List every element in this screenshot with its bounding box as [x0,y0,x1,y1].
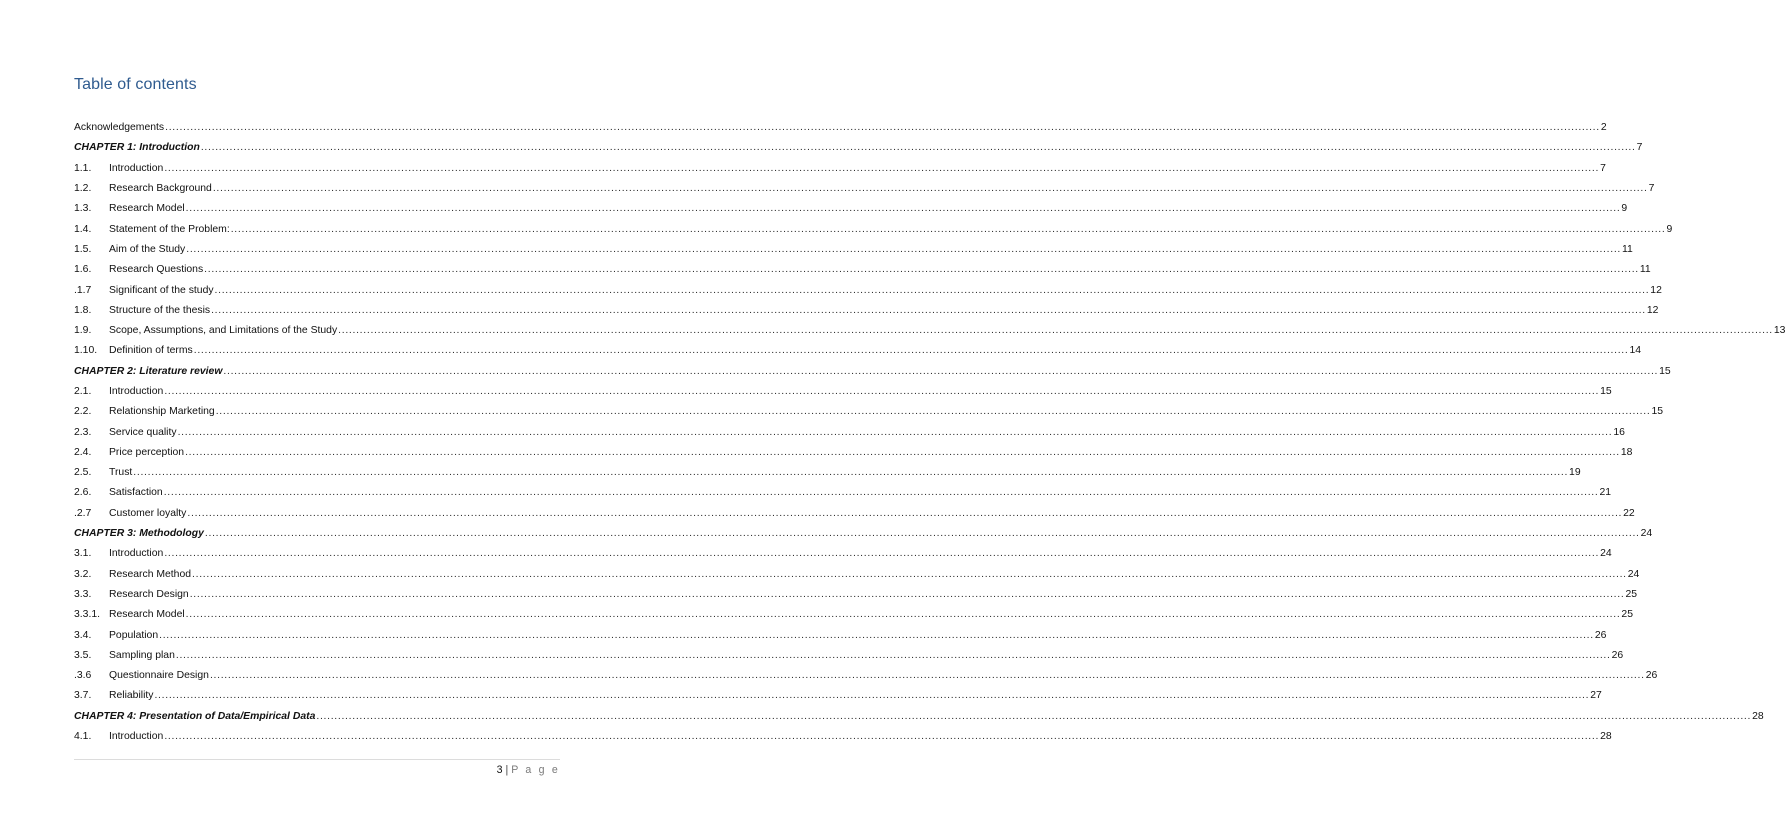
toc-entry-label: Questionnaire Design [109,670,209,682]
toc-entry-label: Introduction [109,548,164,560]
toc-entry[interactable] [74,544,1612,564]
toc-dot-leader: ................................................................................................................................................................................................................................................................................................................................................................................................................ [159,629,1594,641]
toc-dot-leader: ................................................................................................................................................................................................................................................................................................................................................................................................................ [204,528,1640,540]
toc-entry-number: 1.10. [74,345,98,357]
toc-dot-leader: ................................................................................................................................................................................................................................................................................................................................................................................................................ [189,588,1625,600]
toc-dot-leader: ................................................................................................................................................................................................................................................................................................................................................................................................................ [215,406,1651,418]
toc-entry-label: Structure of the thesis [109,304,211,316]
toc-dot-leader: ................................................................................................................................................................................................................................................................................................................................................................................................................ [185,446,1620,458]
toc-dot-leader: ................................................................................................................................................................................................................................................................................................................................................................................................................ [230,223,1666,235]
toc-dot-leader: ................................................................................................................................................................................................................................................................................................................................................................................................................ [133,467,1569,479]
toc-entry-page: 28 [1600,731,1612,743]
toc-entry-number: 1.8. [74,304,92,316]
toc-entry-page: 15 [1600,386,1612,397]
footer-page-number: 3 [496,764,503,776]
toc-dot-leader: ................................................................................................................................................................................................................................................................................................................................................................................................................ [164,162,1600,174]
toc-entry-label: Trust [109,467,133,479]
toc-entry-number: 2.5. [74,467,92,479]
toc-entry[interactable] [74,605,1633,625]
toc-entry[interactable] [74,341,1642,361]
toc-entry-page: 11 [1622,243,1633,255]
toc-entry-page: 9 [1666,223,1673,235]
toc-entry-page: 24 [1627,568,1640,580]
toc-entry-number: 3.1. [74,548,92,560]
toc-dot-leader: ................................................................................................................................................................................................................................................................................................................................................................................................................ [187,507,1623,519]
toc-entry-number: .1.7 [74,284,92,296]
toc-entry[interactable] [74,199,1628,219]
toc-entry[interactable] [74,118,1607,138]
toc-entry-page: 21 [1599,487,1612,499]
toc-entry[interactable] [74,280,1662,300]
toc-entry-label: Definition of terms [109,345,193,357]
toc-entry-page: 18 [1620,446,1633,458]
toc-entry-page: 12 [1646,304,1659,316]
toc-entry-page: 7 [1600,162,1606,174]
toc-dot-leader: ................................................................................................................................................................................................................................................................................................................................................................................................................ [185,203,1621,215]
toc-entry-page: 12 [1650,284,1662,296]
toc-dot-leader: ................................................................................................................................................................................................................................................................................................................................................................................................................ [185,609,1621,621]
toc-entry-label: Service quality [109,426,177,438]
toc-entry-label: CHAPTER 4: Presentation of Data/Empirical Data [74,710,316,722]
toc-entry[interactable] [74,625,1607,645]
toc-entry-number: 1.3. [74,203,92,215]
toc-entry[interactable] [74,301,1659,321]
toc-entry-page: 19 [1569,467,1581,479]
toc-title: Table of contents [74,76,197,93]
toc-entry-page: 16 [1613,426,1625,438]
toc-entry-page: 26 [1594,629,1607,641]
toc-dot-leader: ................................................................................................................................................................................................................................................................................................................................................................................................................ [192,568,1627,580]
toc-entry-number: 1.6. [74,264,92,276]
toc-entry-label: Research Questions [109,264,204,276]
toc-list [74,118,1785,747]
toc-entry-label: Significant of the study [109,284,214,296]
toc-entry[interactable] [74,646,1624,666]
toc-entry[interactable] [74,504,1635,524]
toc-entry[interactable] [74,179,1655,199]
toc-entry-label: Research Model [109,609,185,621]
toc-dot-leader: ................................................................................................................................................................................................................................................................................................................................................................................................................ [209,670,1645,682]
toc-entry[interactable] [74,443,1633,463]
toc-entry-page: 14 [1629,345,1642,357]
toc-entry-page: 7 [1648,183,1655,195]
footer-page-word: P a g e [511,764,560,776]
footer-divider [74,759,560,760]
toc-dot-leader: ................................................................................................................................................................................................................................................................................................................................................................................................................ [177,426,1613,438]
toc-entry-label: Scope, Assumptions, and Limitations of the Study [109,325,338,337]
toc-entry-page: 25 [1625,588,1638,600]
toc-entry-label: Satisfaction [109,487,163,499]
footer-separator: | [505,764,509,776]
toc-entry-page: 15 [1659,365,1671,377]
toc-chapter-entry[interactable] [74,138,1643,158]
toc-entry-number: 3.5. [74,649,92,661]
toc-entry-label: Introduction [109,731,164,743]
toc-entry-label: Sampling plan [109,649,175,661]
toc-entry-number: 2.4. [74,446,92,458]
toc-entry-number: 1.2. [74,183,92,195]
toc-entry-page: 9 [1621,203,1628,215]
toc-entry-label: CHAPTER 3: Methodology [74,528,204,540]
toc-dot-leader: ................................................................................................................................................................................................................................................................................................................................................................................................................ [186,243,1621,255]
toc-entry-number: .3.6 [74,670,92,682]
toc-entry-page: 27 [1590,690,1602,702]
page-footer [497,764,560,776]
toc-entry-page: 28 [1752,710,1764,722]
toc-entry-number: 3.4. [74,629,92,641]
toc-dot-leader: ................................................................................................................................................................................................................................................................................................................................................................................................................ [204,264,1639,276]
toc-entry-page: 2 [1600,122,1607,134]
toc-entry-page: 7 [1636,142,1643,154]
toc-entry-page: 22 [1623,507,1635,519]
toc-dot-leader: ................................................................................................................................................................................................................................................................................................................................................................................................................ [175,649,1611,661]
toc-entry-label: Acknowledgements [74,122,165,134]
toc-entry[interactable] [74,463,1581,483]
toc-dot-leader: ................................................................................................................................................................................................................................................................................................................................................................................................................ [165,122,1600,134]
toc-chapter-entry[interactable] [74,707,1764,727]
toc-entry[interactable] [74,666,1658,686]
toc-entry-page: 25 [1621,609,1633,621]
toc-dot-leader: ................................................................................................................................................................................................................................................................................................................................................................................................................ [214,284,1650,296]
toc-entry[interactable] [74,565,1640,585]
toc-entry[interactable] [74,240,1633,260]
toc-entry-number: 3.2. [74,568,92,580]
toc-entry-label: Population [109,629,159,641]
toc-dot-leader: ................................................................................................................................................................................................................................................................................................................................................................................................................ [316,710,1752,722]
toc-entry-label: CHAPTER 2: Literature review [74,365,223,377]
toc-dot-leader: ................................................................................................................................................................................................................................................................................................................................................................................................................ [164,548,1600,560]
toc-entry-number: .2.7 [74,507,92,519]
toc-entry-label: Customer loyalty [109,507,187,519]
toc-entry-page: 26 [1645,670,1658,682]
toc-entry-number: 2.1. [74,386,92,397]
toc-entry-label: Research Method [109,568,192,580]
toc-entry-page: 24 [1640,528,1653,540]
toc-dot-leader: ................................................................................................................................................................................................................................................................................................................................................................................................................ [163,487,1599,499]
toc-dot-leader: ................................................................................................................................................................................................................................................................................................................................................................................................................ [200,142,1636,154]
toc-entry[interactable] [74,321,1785,341]
toc-entry-number: 4.1. [74,731,92,743]
toc-entry[interactable] [74,727,1612,747]
toc-dot-leader: ................................................................................................................................................................................................................................................................................................................................................................................................................ [338,325,1773,337]
toc-entry[interactable] [74,219,1673,239]
toc-entry-label: Introduction [109,162,164,174]
toc-dot-leader: ................................................................................................................................................................................................................................................................................................................................................................................................................ [193,345,1629,357]
toc-entry-label: Statement of the Problem: [109,223,230,235]
toc-entry-number: 1.5. [74,243,92,255]
toc-entry-label: Research Design [109,588,189,600]
toc-entry-page: 13 [1773,325,1785,337]
toc-entry-number: 2.2. [74,406,92,418]
toc-chapter-entry[interactable] [74,362,1671,382]
toc-entry-label: Aim of the Study [109,243,186,255]
toc-dot-leader: ................................................................................................................................................................................................................................................................................................................................................................................................................ [164,386,1600,397]
toc-entry-page: 24 [1600,548,1612,560]
toc-chapter-entry[interactable] [74,524,1653,544]
toc-entry[interactable] [74,402,1664,422]
toc-entry-number: 2.3. [74,426,92,438]
toc-entry[interactable] [74,585,1638,605]
toc-entry[interactable] [74,422,1625,442]
toc-entry-number: 3.3. [74,588,92,600]
toc-entry-label: Research Model [109,203,185,215]
toc-entry[interactable] [74,686,1602,706]
toc-entry-number: 1.4. [74,223,92,235]
toc-entry-label: Relationship Marketing [109,406,215,418]
toc-entry[interactable] [74,382,1612,402]
toc-entry-page: 15 [1651,406,1664,418]
toc-entry-number: 1.1. [74,162,92,174]
toc-dot-leader: ................................................................................................................................................................................................................................................................................................................................................................................................................ [223,365,1659,377]
toc-entry-number: 1.9. [74,325,92,337]
toc-entry[interactable] [74,260,1651,280]
toc-dot-leader: ................................................................................................................................................................................................................................................................................................................................................................................................................ [211,304,1646,316]
toc-entry-number: 2.6. [74,487,92,499]
toc-entry-label: Price perception [109,446,185,458]
toc-dot-leader: ................................................................................................................................................................................................................................................................................................................................................................................................................ [154,690,1590,702]
toc-entry-number: 3.7. [74,690,92,702]
toc-entry-label: Introduction [109,386,164,397]
toc-entry-page: 11 [1639,264,1651,276]
toc-entry-page: 26 [1611,649,1624,661]
toc-entry-label: CHAPTER 1: Introduction [74,142,200,154]
toc-entry[interactable] [74,159,1606,179]
toc-dot-leader: ................................................................................................................................................................................................................................................................................................................................................................................................................ [164,731,1600,743]
toc-entry-label: Research Background [109,183,212,195]
toc-entry[interactable] [74,483,1612,503]
toc-entry-number: 3.3.1. [74,609,100,621]
toc-dot-leader: ................................................................................................................................................................................................................................................................................................................................................................................................................ [212,183,1648,195]
toc-entry-label: Reliability [109,690,154,702]
